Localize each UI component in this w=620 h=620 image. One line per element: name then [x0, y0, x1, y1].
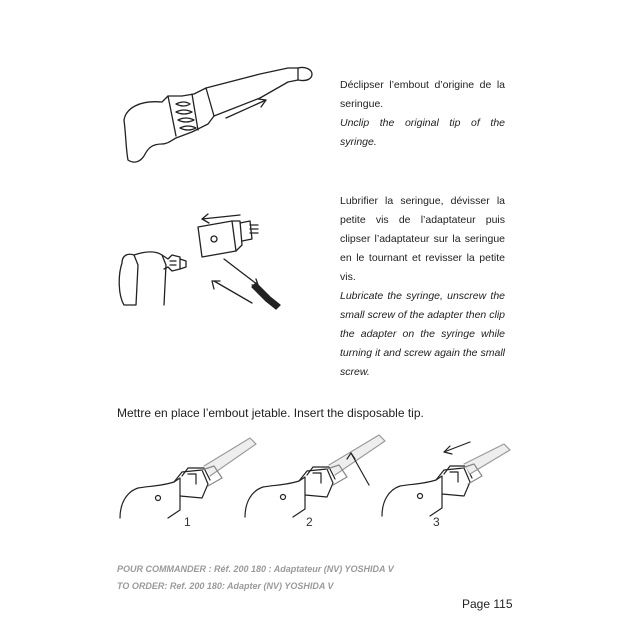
step-unclip-english: Unclip the original tip of the syringe.: [340, 117, 505, 148]
unclip-tip-illustration: [110, 60, 330, 170]
order-reference: [117, 561, 394, 595]
step-lubricate-french: Lubrifier la seringue, dévisser la petite vis de l’adaptateur puis clipser l’adaptateur sur la seringue en le tournant et revisser la petite vis.: [340, 195, 505, 283]
figure-number-2: 2: [306, 515, 313, 529]
step-unclip-french: Déclipser l’embout d’origine de la seringue.: [340, 79, 505, 110]
figure-number-1: 1: [184, 515, 191, 529]
step-lubricate-english: Lubricate the syringe, unscrew the small screw of the adapter then clip the adapter on the syringe while turning it and screw again the small screw.: [340, 290, 505, 378]
step-insert-instruction: Mettre en place l’embout jetable. Insert the disposable tip.: [117, 406, 424, 420]
order-reference-french: POUR COMMANDER : Réf. 200 180 : Adaptateur (NV) YOSHIDA V: [117, 564, 394, 574]
insert-tip-panel-3: [380, 428, 520, 523]
page-number: Page 115: [462, 597, 513, 611]
step-lubricate-instructions: [340, 192, 505, 382]
insert-tip-panel-2: [243, 425, 393, 525]
step-unclip-instructions: [340, 76, 505, 152]
figure-number-3: 3: [433, 515, 440, 529]
order-reference-english: TO ORDER: Ref. 200 180: Adapter (NV) YOSHIDA V: [117, 581, 334, 591]
adapter-screwdriver-illustration: [110, 205, 290, 315]
